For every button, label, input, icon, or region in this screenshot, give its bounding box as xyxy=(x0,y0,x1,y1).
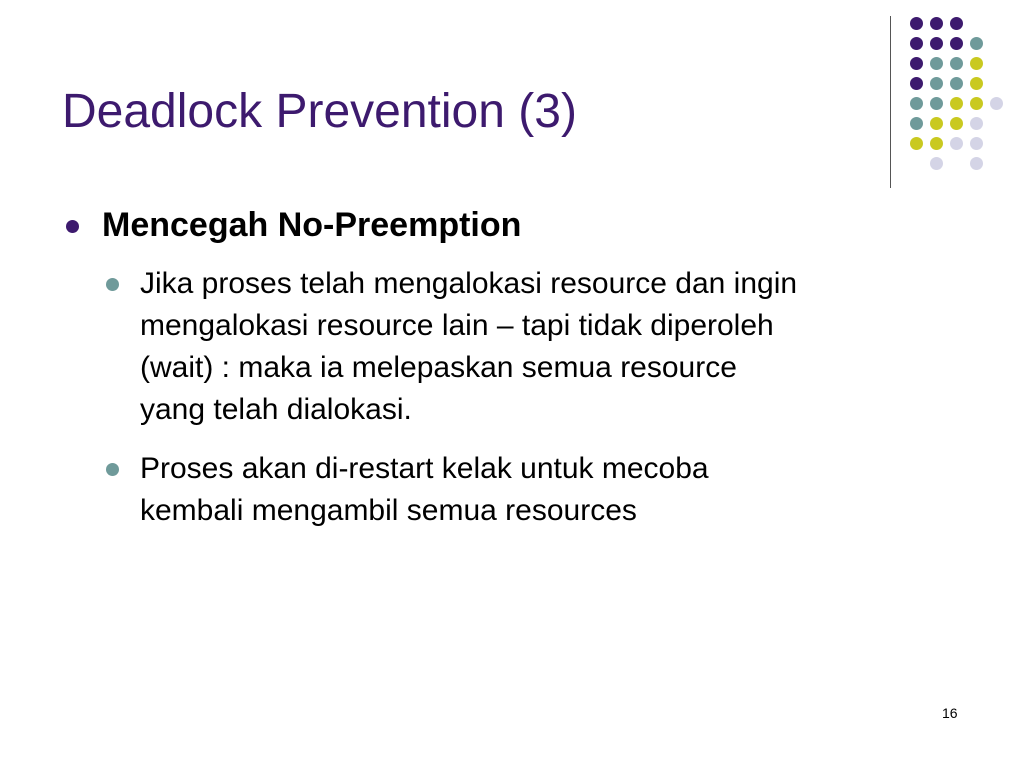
decorative-dot xyxy=(970,37,983,50)
decorative-dot xyxy=(910,77,923,90)
title-divider-line xyxy=(890,16,891,188)
decorative-dot xyxy=(970,137,983,150)
sub-bullet-dot-1 xyxy=(106,278,119,291)
decorative-dot xyxy=(950,97,963,110)
decorative-dot xyxy=(910,117,923,130)
decorative-dot xyxy=(970,97,983,110)
decorative-dot xyxy=(910,97,923,110)
decorative-dot xyxy=(910,17,923,30)
decorative-dot xyxy=(930,137,943,150)
decorative-dot xyxy=(930,117,943,130)
decorative-dot xyxy=(970,57,983,70)
decorative-dot xyxy=(910,37,923,50)
decorative-dot xyxy=(930,37,943,50)
sub-bullet-dot-2 xyxy=(106,463,119,476)
decorative-dot xyxy=(930,17,943,30)
sub-bullet-text-1: Jika proses telah mengalokasi resource dan ingin mengalokasi resource lain – tapi tidak diperoleh (wait) : maka ia melepaskan semua resource yang telah dialokasi. xyxy=(140,267,798,426)
decorative-dot xyxy=(930,57,943,70)
decorative-dot xyxy=(950,137,963,150)
heading-bullet-text: Mencegah No-Preemption xyxy=(102,206,522,244)
decorative-dot xyxy=(930,157,943,170)
sub-bullet-text-2: Proses akan di-restart kelak untuk mecoba kembali mengambil semua resources xyxy=(140,452,709,527)
decorative-dot xyxy=(950,77,963,90)
decorative-dot xyxy=(950,57,963,70)
decorative-dot xyxy=(970,157,983,170)
decorative-dot xyxy=(990,97,1003,110)
decorative-dot xyxy=(970,77,983,90)
decorative-dot xyxy=(950,37,963,50)
decorative-dot xyxy=(930,97,943,110)
decorative-dot xyxy=(910,137,923,150)
decorative-dot xyxy=(950,117,963,130)
page-number: 16 xyxy=(942,705,958,721)
decorative-dot xyxy=(930,77,943,90)
heading-bullet-dot xyxy=(66,220,79,233)
decorative-dot xyxy=(910,57,923,70)
decorative-dot xyxy=(950,17,963,30)
slide-title: Deadlock Prevention (3) xyxy=(62,85,577,138)
decorative-dot xyxy=(970,117,983,130)
